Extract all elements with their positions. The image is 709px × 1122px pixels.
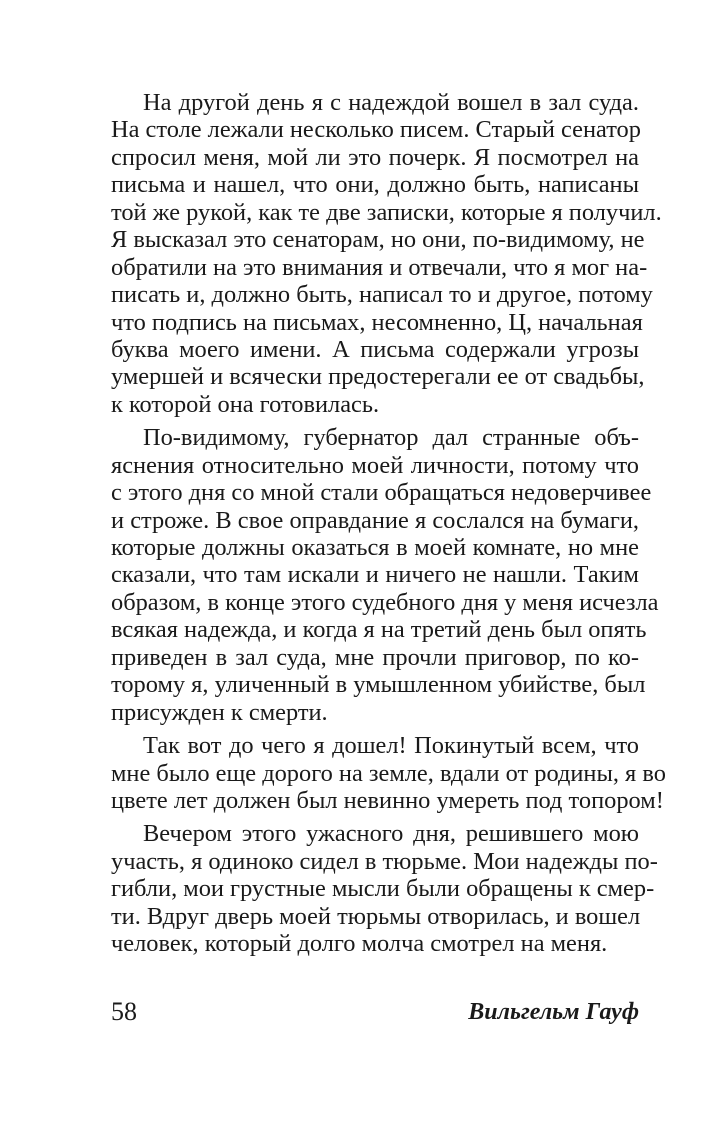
paragraph-3 xyxy=(111,732,666,814)
text-line: присужден к смерти. xyxy=(111,698,328,726)
text-line: Я высказал это сенаторам, но они, по-видимому, не xyxy=(111,226,645,254)
text-line: с этого дня со мной стали обращаться недоверчивее xyxy=(111,479,652,507)
text-line: Вечером этого ужасного дня, решившего мою xyxy=(143,820,639,848)
page-number: 58 xyxy=(111,997,137,1026)
text-line: На другой день я с надеждой вошел в зал суда. xyxy=(143,89,639,116)
text-line: яснения относительно моей личности, потому что xyxy=(111,451,639,479)
text-line: По-видимому, губернатор дал странные объ- xyxy=(143,424,639,452)
text-line: человек, который долго молча смотрел на меня. xyxy=(111,930,608,958)
text-line: приведен в зал суда, мне прочли приговор, по ко- xyxy=(111,643,639,671)
paragraph-4 xyxy=(111,820,658,958)
text-line: сказали, что там искали и ничего не нашли. Таким xyxy=(111,561,639,589)
text-line: торому я, уличенный в умышленном убийстве, был xyxy=(111,671,646,699)
text-line: На столе лежали несколько писем. Старый сенатор xyxy=(111,116,641,144)
text-line: всякая надежда, и когда я на третий день был опять xyxy=(111,616,647,644)
text-line: обратили на это внимания и отвечали, что я мог на- xyxy=(111,253,648,281)
text-line: мне было еще дорого на земле, вдали от родины, я во xyxy=(111,759,666,787)
text-line: гибли, мои грустные мысли были обращены к смер- xyxy=(111,875,655,903)
text-line: буква моего имени. А письма содержали угрозы xyxy=(111,335,639,363)
text-line: цвете лет должен был невинно умереть под топором! xyxy=(111,786,664,814)
text-line: участь, я одиноко сидел в тюрьме. Мои надежды по- xyxy=(111,847,658,875)
text-line: что подпись на письмах, несомненно, Ц, начальная xyxy=(111,308,643,336)
paragraph-2 xyxy=(111,424,659,726)
text-line: и строже. В свое оправдание я сослался на бумаги, xyxy=(111,506,639,534)
text-line: к которой она готовилась. xyxy=(111,390,380,418)
page-footer xyxy=(111,997,639,1031)
running-author: Вильгельм Гауф xyxy=(468,999,639,1025)
paragraph-1 xyxy=(111,89,662,418)
text-line: образом, в конце этого судебного дня у меня исчезла xyxy=(111,588,659,616)
text-line: ти. Вдруг дверь моей тюрьмы отворилась, и вошел xyxy=(111,902,641,930)
body-text xyxy=(111,89,666,958)
text-line: спросил меня, мой ли это почерк. Я посмотрел на xyxy=(111,143,639,171)
text-line: письма и нашел, что они, должно быть, написаны xyxy=(111,171,639,199)
text-line: той же рукой, как те две записки, которые я получил. xyxy=(111,198,662,226)
text-line: писать и, должно быть, написал то и другое, потому xyxy=(111,281,653,309)
text-line: Так вот до чего я дошел! Покинутый всем, что xyxy=(143,732,639,760)
text-line: которые должны оказаться в моей комнате, но мне xyxy=(111,534,639,561)
text-line: умершей и всячески предостерегали ее от свадьбы, xyxy=(111,363,645,391)
